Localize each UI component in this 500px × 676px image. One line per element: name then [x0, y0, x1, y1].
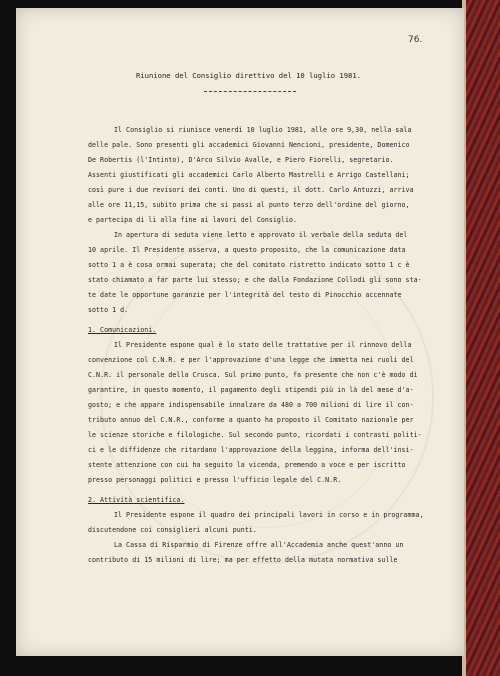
text-line: sotto 1 d.	[88, 306, 129, 314]
text-line: stente attenzione con cui ha seguito la vicenda, premendo a voce e per iscritto	[88, 461, 406, 469]
watermark-seal-inner	[134, 264, 398, 528]
text-line: le scienze storiche e filologiche. Sul secondo punto, ricordati i contrasti politi-	[88, 431, 422, 439]
text-line: sotto 1 a è cosa ormai superata; che del comitato ristretto indicato sotto 1 c è	[88, 261, 410, 269]
text-line: garantire, in questo momento, il pagamento degli stipendi più in là del mese d'a-	[88, 386, 414, 394]
text-line: C.N.R. il personale della Crusca. Sul primo punto, fa presente che non c'è modo di	[88, 371, 418, 379]
text-line: ci e le diffidenze che ritardano l'approvazione della leggina, informa dell'insi-	[88, 446, 414, 454]
text-line: te date le opportune garanzie per l'integrità del testo di Pinocchio accennate	[88, 291, 402, 299]
text-line: stato chiamato a far parte lui stesso; e che dalla Fondazione Collodi gli sono sta-	[88, 276, 422, 284]
page-number: 76.	[408, 35, 423, 45]
text-line: Il Presidente espone il quadro dei principali lavori in corso e in programma,	[114, 511, 424, 519]
text-line: tributo annuo del C.N.R., conforme a quanto ha proposto il Comitato nazionale per	[88, 416, 414, 424]
document-page	[16, 8, 464, 656]
text-line: presso personaggi politici e presso l'ufficio legale del C.N.R.	[88, 476, 342, 484]
text-line: De Robertis (l'Intinto), D'Arco Silvio Avalle, e Piero Fiorelli, segretario.	[88, 156, 394, 164]
text-line: Il Consiglio si riunisce venerdì 10 luglio 1981, alle ore 9,30, nella sala	[114, 126, 412, 134]
text-line: 10 aprile. Il Presidente osserva, a questo proposito, che la comunicazione data	[88, 246, 406, 254]
text-line: delle pale. Sono presenti gli accademici Giovanni Nencioni, presidente, Domenico	[88, 141, 410, 149]
text-line: Il Presidente espone qual è lo stato delle trattative per il rinnovo della	[114, 341, 412, 349]
text-line: così pure i due revisori dei conti. Uno di questi, il dott. Carlo Antuzzi, arriva	[88, 186, 414, 194]
text-line: e partecipa di lì alla fine ai lavori del Consiglio.	[88, 216, 298, 224]
text-line: discutendone coi consiglieri alcuni punti.	[88, 526, 257, 534]
text-line: La Cassa di Risparmio di Firenze offre all'Accademia anche quest'anno un	[114, 541, 404, 549]
text-line: alle ore 11,15, subito prima che si passi al punto terzo dell'ordine del giorno,	[88, 201, 410, 209]
book-binding	[466, 0, 500, 676]
text-line: In apertura di seduta viene letto e approvato il verbale della seduta del	[114, 231, 408, 239]
page-title: Riunione del Consiglio direttivo del 10 luglio 1981.	[136, 71, 362, 80]
text-line: contributo di 15 milioni di lire; ma per effetto della mutata normativa sulle	[88, 556, 398, 564]
text-line: gosto; e che appare indispensabile innalzare da 480 a 700 milioni di lire il con-	[88, 401, 414, 409]
section-heading-comunicazioni: 1. Comunicazioni.	[88, 326, 157, 334]
section-heading-attivita-scientifica: 2. Attività scientifica.	[88, 496, 185, 504]
title-underline	[204, 91, 296, 92]
text-line: convenzione col C.N.R. e per l'approvazione d'una legge che immetta nei ruoli del	[88, 356, 414, 364]
text-line: Assenti giustificati gli accademici Carlo Alberto Mastrelli e Arrigo Castellani;	[88, 171, 410, 179]
